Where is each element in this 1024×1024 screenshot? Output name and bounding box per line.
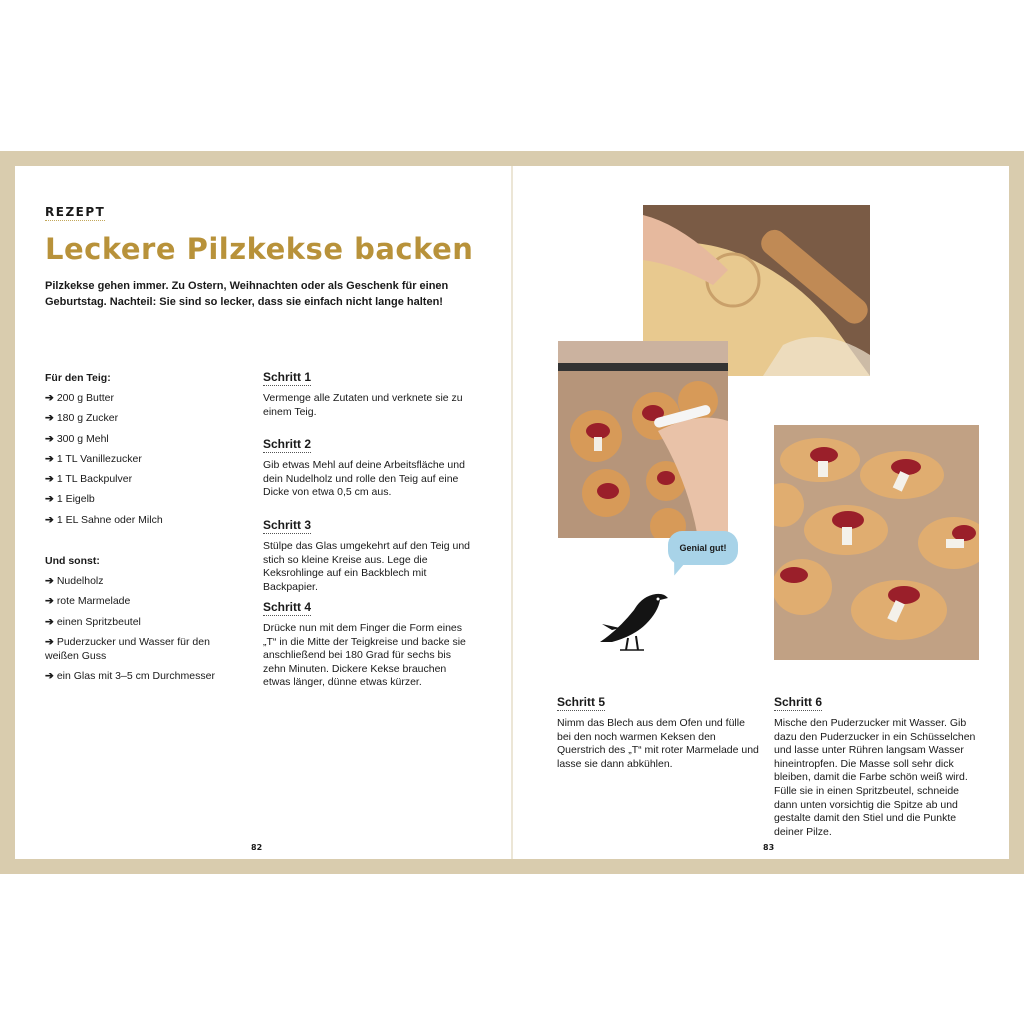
ingredient-item: ➔ 1 TL Backpulver	[45, 473, 133, 486]
step-title: Schritt 4	[263, 600, 312, 614]
step-6	[774, 693, 976, 839]
arrow-icon: ➔	[45, 575, 54, 587]
ingredient-item: ➔ 200 g Butter	[45, 392, 115, 404]
extra-ingredients	[45, 554, 235, 689]
step-2	[263, 435, 473, 500]
ingredient-item: ➔ ein Glas mit 3–5 cm Durchmesser	[45, 670, 215, 683]
page-number-right: 83	[763, 843, 775, 852]
step-title: Schritt 6	[774, 695, 823, 709]
ingredient-item: ➔ 180 g Zucker	[45, 412, 119, 425]
arrow-icon: ➔	[45, 635, 54, 648]
arrow-icon: ➔	[45, 595, 54, 608]
bird-icon	[598, 590, 670, 652]
step-title: Schritt 3	[263, 518, 312, 532]
section-kicker: REZEPT	[45, 205, 106, 219]
dough-ingredients	[45, 371, 235, 533]
arrow-icon: ➔	[45, 670, 54, 683]
step-text: Drücke nun mit dem Finger die Form eines „T“ in die Mitte der Teigkreise und backe sie anschließend bei 180 Grad für sechs bis zehn Minuten. Dickere Kekse brauchen etwas länger, dünne etwas kürzer.	[263, 622, 466, 689]
step-4	[263, 598, 473, 690]
arrow-icon: ➔	[45, 392, 54, 404]
page-number-left: 82	[251, 843, 263, 852]
arrow-icon: ➔	[45, 432, 54, 445]
extra-heading: Und sonst:	[45, 555, 100, 567]
photo-finished-cookies	[774, 425, 979, 660]
step-title: Schritt 2	[263, 437, 312, 451]
ingredient-item: ➔ 1 Eigelb	[45, 493, 95, 506]
speech-bubble: Genial gut!	[668, 531, 738, 565]
ingredient-item: ➔ Puderzucker und Wasser für den weißen Guss	[45, 635, 210, 662]
ingredient-item: ➔ einen Spritzbeutel	[45, 615, 141, 628]
page-title: Leckere Pilzkekse backen	[45, 232, 474, 266]
step-text: Vermenge alle Zutaten und verknete sie zu einem Teig.	[263, 392, 463, 418]
arrow-icon: ➔	[45, 493, 54, 506]
step-text: Stülpe das Glas umgekehrt auf den Teig und stich so kleine Kreise aus. Lege die Keksrohlinge auf ein Backblech mit Backpapier.	[263, 540, 471, 593]
arrow-icon: ➔	[45, 452, 54, 465]
step-3	[263, 516, 473, 594]
ingredient-item: ➔ Nudelholz	[45, 575, 104, 587]
step-text: Nimm das Blech aus dem Ofen und fülle bei den noch warmen Keksen den Querstrich des „T“ mit roter Marmelade und lasse sie dann abkühlen.	[557, 717, 759, 770]
dough-heading: Für den Teig:	[45, 372, 111, 384]
arrow-icon: ➔	[45, 412, 54, 425]
arrow-icon: ➔	[45, 615, 54, 628]
ingredient-item: ➔ 300 g Mehl	[45, 432, 109, 445]
step-title: Schritt 1	[263, 370, 312, 384]
ingredient-item: ➔ 1 EL Sahne oder Milch	[45, 513, 163, 526]
step-5	[557, 693, 761, 771]
step-text: Mische den Puderzucker mit Wasser. Gib dazu den Puderzucker in ein Schüsselchen und lasse unter Rühren langsam Wasser hineintropfen. Die Masse soll sehr dick bleiben, damit die Farbe schön weiß wird. Fülle sie in einen Spritzbeutel, schneide dann unten vorsichtig die Spitze ab und gestalte damit den Stiel und die Punkte deiner Pilze.	[774, 717, 976, 838]
ingredient-item: ➔ 1 TL Vanillezucker	[45, 452, 142, 465]
arrow-icon: ➔	[45, 513, 54, 526]
ingredient-item: ➔ rote Marmelade	[45, 595, 131, 608]
step-title: Schritt 5	[557, 695, 606, 709]
step-text: Gib etwas Mehl auf deine Arbeitsfläche und dein Nudelholz und rolle den Teig auf eine Dicke von etwa 0,5 cm aus.	[263, 459, 465, 499]
step-1	[263, 368, 473, 419]
arrow-icon: ➔	[45, 473, 54, 486]
photo-decorating-cookies	[558, 341, 728, 538]
intro-text: Pilzkekse gehen immer. Zu Ostern, Weihnachten oder als Geschenk für einen Geburtstag. Nachteil: Sie sind so lecker, dass sie einfach nicht lange halten!	[45, 280, 449, 308]
